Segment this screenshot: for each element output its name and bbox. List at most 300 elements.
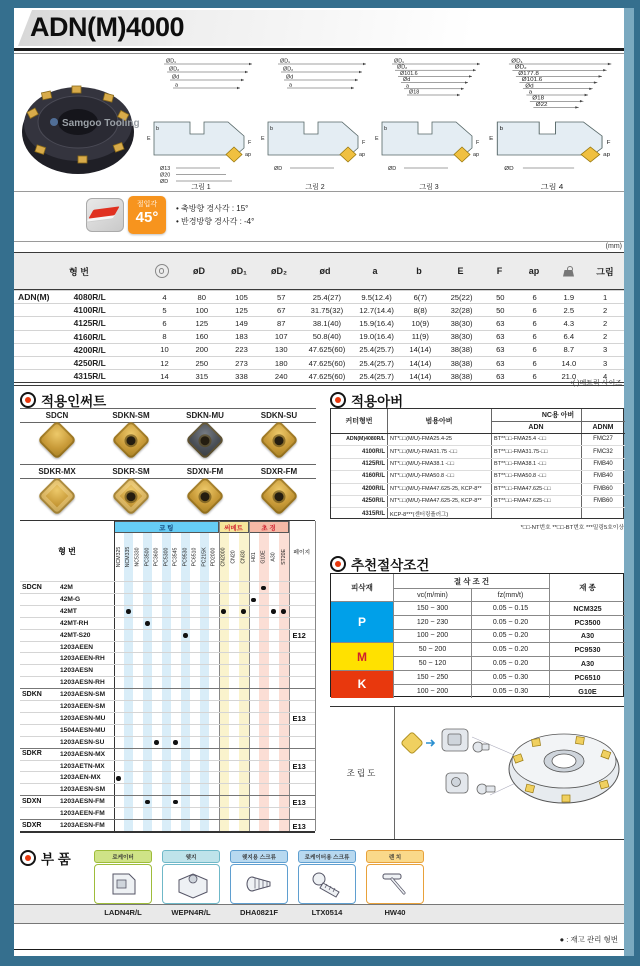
value-cell: 14(14) [409, 371, 432, 381]
part-number: DHA0821F [240, 908, 278, 917]
part-box [94, 864, 152, 904]
arbor-vline [387, 409, 388, 518]
value-cell: 14.0 [561, 358, 577, 368]
value-cell: 38.1(40) [312, 318, 342, 328]
value-cell: 6 [532, 345, 537, 355]
grade-col-header [133, 533, 143, 581]
value-cell: 10 [160, 345, 169, 355]
grid-model: 42MT [60, 607, 77, 615]
svg-text:ØD: ØD [160, 179, 169, 185]
cond-header-vc: vc(m/min) [393, 588, 471, 601]
section-title-text: 적용아버 [351, 394, 404, 409]
svg-text:ØD₂: ØD₂ [514, 65, 527, 71]
arbor-general-value: NT*□□(M/U)-FMA47.625-25, KCP-8** [390, 498, 482, 505]
wrench-icon [375, 866, 415, 902]
insert-shape-group: SDKR [22, 750, 42, 758]
sdkn-su-insert [259, 420, 299, 460]
table-row [14, 356, 624, 369]
value-cell: 2.5 [563, 305, 575, 315]
grade-value: PC9530 [549, 642, 625, 656]
part-chip: 로케이터 [94, 850, 152, 863]
value-cell: 14 [160, 371, 169, 381]
svg-text:Ø22: Ø22 [535, 102, 548, 108]
table-row [14, 343, 624, 356]
cutting-angle-badge [128, 196, 166, 234]
arbor-adn-value: BT**□□-FMA47.625-□□ [494, 498, 551, 505]
svg-text:ØD₁: ØD₁ [166, 58, 176, 65]
section-title-parts [20, 848, 71, 868]
arbor-cutter-model: 4100R/L [361, 448, 385, 455]
grade-label: G10E [260, 550, 267, 564]
svg-text:Ø20: Ø20 [160, 172, 171, 179]
availability-dot [261, 586, 266, 591]
arbor-adnm-value: FMC27 [593, 436, 613, 443]
grade-label: PC215K [201, 547, 208, 567]
svg-text:Ø18: Ø18 [532, 96, 545, 102]
svg-text:Ød: Ød [403, 77, 411, 84]
value-cell: 14(14) [409, 358, 432, 368]
locator-screw-icon [307, 866, 347, 902]
insert-photo-row-2 [20, 474, 316, 518]
divider [14, 241, 624, 242]
arbor-adnm-value: FMB60 [593, 485, 613, 492]
part-number: LTX0514 [311, 908, 343, 917]
insert-name: SDCN [45, 411, 69, 420]
col-header-model: 형 번 [69, 266, 89, 277]
grid-model: 1203AESN-MX [60, 750, 106, 758]
value-cell: 160 [195, 332, 209, 342]
insert-photo [242, 474, 316, 518]
arbor-adn-value: BT**□□-FMA31.75-□□ [494, 448, 548, 455]
table-bottom-rule2 [14, 385, 624, 386]
value-cell: 105 [235, 292, 248, 302]
value-cell: 8(8) [413, 305, 428, 315]
workpiece-letter-P: P [331, 601, 393, 642]
value-cell: 2 [602, 305, 608, 315]
grade-label: CN30 [240, 550, 247, 564]
series-cell: ADN(M) [18, 292, 50, 303]
value-cell: 25.4(25.7) [359, 358, 394, 368]
arbor-header-cutter: 커터형번 [345, 418, 373, 425]
value-cell: 50 [496, 305, 505, 315]
value-cell: 6(7) [413, 292, 428, 302]
grade-label: CN20 [230, 550, 237, 564]
fz-value: 0.05 ~ 0.30 [471, 670, 549, 684]
insert-photo [242, 418, 316, 462]
grade-col-header [269, 533, 279, 581]
grid-model: 1203AESN-SM [60, 786, 106, 794]
sdxr-fm-insert [259, 476, 299, 516]
col-header: ød [319, 266, 331, 276]
grid-model: 42MT-S20 [60, 631, 91, 639]
grade-label: NC5330 [134, 547, 141, 567]
arbor-cutter-model: 4160R/L [361, 473, 385, 480]
availability-dot [173, 740, 178, 745]
table-bottom-rule [14, 382, 624, 383]
value-cell: 38(30) [450, 332, 473, 342]
grade-col-header [239, 533, 249, 581]
grid-model-header: 형 번 [58, 546, 76, 556]
value-cell: 6 [532, 371, 537, 381]
value-cell: 6 [532, 292, 537, 302]
availability-dot [183, 633, 188, 638]
vc-value: 100 ~ 200 [393, 684, 471, 698]
stock-note: ● : 재고 관리 형번 [559, 935, 618, 944]
cond-header-workpiece: 피삭재 [351, 583, 373, 592]
product-photo [16, 58, 140, 188]
svg-text:Ø101.6: Ø101.6 [400, 70, 418, 77]
insert-pictogram-icon [86, 198, 124, 232]
cutting-conditions-table [330, 573, 624, 697]
section-title-text: 부 품 [41, 852, 71, 867]
value-cell: 338 [235, 371, 248, 381]
insert-photo [168, 418, 242, 462]
page-title: ADN(M)4000 [30, 12, 185, 42]
figure-2 [260, 56, 370, 190]
value-cell: 10(9) [411, 318, 430, 328]
value-cell: 31.75(32) [310, 305, 344, 315]
value-cell: 1 [602, 292, 608, 302]
svg-text:그림 3: 그림 3 [419, 184, 439, 190]
availability-dot [116, 776, 121, 781]
value-cell: 6 [532, 305, 537, 315]
value-cell: 240 [274, 371, 288, 381]
svg-text:E: E [261, 136, 265, 142]
grade-col-header [229, 533, 239, 581]
arbor-header-adn: ADN [528, 423, 544, 431]
value-cell: 200 [195, 345, 209, 355]
availability-dot [126, 609, 131, 614]
part-box [162, 864, 220, 904]
cutter-body-drawing [509, 734, 619, 803]
value-cell: 50.8(40) [312, 332, 342, 342]
col-header: øD₂ [271, 266, 287, 276]
weight-icon [562, 266, 575, 277]
locator-icon [103, 866, 143, 902]
divider [14, 191, 624, 192]
insert-name: SDKN-MU [186, 411, 224, 420]
value-cell: 9.5(12.4) [361, 292, 392, 302]
value-cell: 57 [277, 292, 286, 302]
insert-photo-row-1 [20, 418, 316, 462]
grid-model: 42MT-RH [60, 619, 89, 627]
grade-value: A30 [549, 656, 625, 670]
value-cell: 1.9 [563, 292, 575, 302]
wedge-screw-icon [239, 866, 279, 902]
arbor-cutter-model: ADN(M)4080R/L [346, 436, 385, 443]
grid-model: 1203AEEN-SM [60, 703, 106, 710]
metric-size-note: •( )메트릭 사이즈 [570, 380, 622, 387]
value-cell: 12 [160, 358, 169, 368]
value-cell: 3 [602, 345, 608, 355]
vc-value: 50 ~ 200 [393, 642, 471, 656]
grid-row [20, 819, 315, 832]
arbor-adnm-value: FMB40 [593, 460, 613, 467]
table-row [14, 330, 624, 343]
arbor-cutter-model: 4125R/L [361, 460, 385, 467]
svg-text:F: F [362, 140, 366, 146]
spec-header [14, 253, 624, 290]
figure-1 [146, 56, 256, 190]
value-cell: 63 [496, 332, 505, 342]
grade-col-header [124, 533, 134, 581]
grid-model: 42M [60, 584, 73, 591]
part-number: HW40 [384, 908, 406, 917]
insert-photo [20, 474, 94, 518]
value-cell: 87 [277, 318, 286, 328]
insert-count-icon [144, 264, 179, 278]
arbor-adnm-value: FMB40 [593, 473, 613, 480]
insert-photo [20, 418, 94, 462]
insert-shape-group: SDXN [22, 797, 42, 805]
grid-model: 1203AESN-SU [60, 738, 105, 746]
value-cell: 2 [602, 332, 608, 342]
part-number: WEPN4R/L [171, 908, 211, 917]
model-cell: 4160R/L [73, 331, 106, 342]
arbor-adn-value: BT**□□-FMA25.4 -□□ [494, 436, 547, 443]
spec-table [14, 252, 624, 386]
grade-label: PC3545 [172, 547, 179, 567]
grade-value: PC3500 [549, 615, 625, 629]
table-row [14, 316, 624, 329]
grade-col-header [190, 533, 200, 581]
grade-label: PC5300 [163, 547, 170, 567]
section-bullet-icon [20, 392, 36, 408]
value-cell: 32(28) [450, 305, 473, 315]
col-header: øD₁ [231, 266, 247, 276]
sdkr-sm-insert [111, 476, 151, 516]
value-cell: 125 [235, 305, 248, 315]
page-ref: E13 [292, 714, 306, 724]
svg-text:E: E [147, 136, 151, 142]
model-cell: 4250R/L [73, 358, 106, 369]
cond-header-grade: 재 종 [549, 574, 625, 601]
arrow-icon [426, 740, 434, 746]
grade-value: G10E [549, 684, 625, 698]
grade-col-header [152, 533, 162, 581]
svg-text:ap: ap [473, 152, 479, 158]
grade-label: PD2000 [210, 547, 217, 567]
insert-count-icon [155, 264, 169, 278]
model-cell: 4315R/L [73, 371, 106, 382]
svg-text:ap: ap [603, 152, 611, 158]
grade-label: PC9530 [182, 547, 189, 567]
value-cell: 6 [162, 318, 167, 328]
svg-text:ØD₂: ØD₂ [397, 64, 408, 71]
sdcn-insert [37, 420, 77, 460]
svg-text:b: b [156, 126, 159, 132]
grid-model: 1203AESN-SM [60, 691, 106, 699]
insert-name: SDXR-FM [260, 467, 298, 476]
svg-text:b: b [384, 126, 387, 132]
arbor-general-value: KCP-8***(센터링플러그) [390, 511, 449, 518]
grid-model: 1203AEEN-RH [60, 655, 105, 663]
grade-label: PC3500 [144, 547, 151, 567]
fz-value: 0.05 ~ 0.20 [471, 642, 549, 656]
axial-rake-note: • 축방향 경사각 : 15° [176, 204, 249, 213]
grid-model: 1203AEEN-FM [60, 810, 105, 818]
insert-name: SDKN-SU [260, 411, 298, 420]
angle-notes [176, 202, 254, 228]
value-cell: 47.625(60) [308, 371, 346, 381]
bottom-rule [14, 949, 624, 950]
radial-rake-note: • 반경방향 경사각 : -4° [176, 217, 255, 226]
value-cell: 25.4(25.7) [359, 345, 394, 355]
availability-dot [281, 609, 286, 614]
insert-name: SDKN-SM [112, 411, 150, 420]
value-cell: 11(9) [411, 332, 429, 342]
svg-text:ØD: ØD [388, 166, 397, 172]
table-row [14, 303, 624, 316]
svg-text:그림 1: 그림 1 [191, 184, 211, 190]
grade-group-band: 써메트 [219, 521, 249, 533]
value-cell: 63 [496, 318, 505, 328]
cutting-angle-label: 절입각 [136, 201, 158, 208]
part-chip: 웻지용 스크류 [230, 850, 288, 863]
part-chip: 웻지 [162, 850, 220, 863]
svg-text:F: F [248, 140, 252, 146]
value-cell: 63 [496, 358, 505, 368]
availability-dot [173, 800, 178, 805]
grid-model: 1203AETN-MX [60, 762, 105, 770]
value-cell: 38(38) [450, 371, 473, 381]
section-title-inserts [20, 390, 106, 410]
grade-label: NCM325 [115, 546, 122, 568]
vc-value: 120 ~ 230 [393, 615, 471, 629]
grade-value: NCM325 [549, 601, 625, 615]
value-cell: 130 [274, 345, 288, 355]
arbor-cutter-model: 4250R/L [361, 498, 385, 505]
sdxn-fm-insert [185, 476, 225, 516]
value-cell: 315 [195, 371, 209, 381]
insert-photo [94, 474, 168, 518]
arbor-general-value: NT*□□(M/U)-FMA38.1 -□□ [390, 460, 455, 467]
fz-value: 0.05 ~ 0.20 [471, 656, 549, 670]
value-cell: 8.7 [563, 345, 575, 355]
value-cell: 47.625(60) [308, 358, 346, 368]
page-ref: E13 [292, 797, 306, 807]
grade-value: A30 [549, 629, 625, 643]
grade-col-header [162, 533, 172, 581]
grade-label: CN2000 [220, 547, 227, 567]
cond-header-cond: 절 삭 조 건 [393, 574, 549, 588]
assembly-diagram [330, 706, 624, 840]
value-cell: 38(38) [450, 345, 473, 355]
value-cell: 63 [496, 371, 505, 381]
value-cell: 223 [235, 345, 248, 355]
value-cell: 2 [602, 318, 608, 328]
assembly-label: 조립도 [330, 707, 395, 839]
model-cell: 4125R/L [73, 318, 106, 329]
grade-col-header [259, 533, 269, 581]
value-cell: 25.4(27) [312, 292, 342, 302]
availability-dot [241, 609, 246, 614]
col-header: øD [193, 266, 205, 276]
svg-text:E: E [489, 136, 494, 142]
value-cell: 4.3 [563, 318, 575, 328]
grade-availability-table [20, 520, 315, 833]
value-cell: 38(38) [450, 358, 473, 368]
availability-dot [145, 800, 150, 805]
weight-icon [551, 266, 586, 277]
grade-value: PC6510 [549, 670, 625, 684]
arbor-adn-value: BT**□□-FMA38.1 -□□ [494, 460, 547, 467]
value-cell: 149 [235, 318, 248, 328]
grade-col-header [200, 533, 210, 581]
value-cell: 4 [602, 371, 608, 381]
svg-text:ØD₂: ØD₂ [283, 66, 294, 73]
arbor-adn-value: BT**□□-FMA50.8 -□□ [494, 473, 547, 480]
arbor-header-nc: NC용 아버 [541, 412, 575, 419]
insert-shape [401, 732, 424, 755]
cutting-angle-value: 45° [135, 209, 159, 226]
arbor-cutter-model: 4200R/L [361, 485, 385, 492]
fz-value: 0.05 ~ 0.20 [471, 629, 549, 643]
page-ref: E12 [292, 631, 306, 641]
title-rule-thin [14, 53, 624, 54]
availability-dot [154, 740, 159, 745]
section-title-text: 적용인써트 [41, 394, 107, 409]
vc-value: 150 ~ 250 [393, 670, 471, 684]
value-cell: 107 [274, 332, 288, 342]
figure-4 [488, 56, 616, 190]
value-cell: 100 [195, 305, 209, 315]
grade-label: ST20E [280, 549, 287, 565]
arbor-general-value: NT*□□(M/U)-FMA25.4-25 [390, 436, 452, 443]
value-cell: 63 [496, 345, 505, 355]
value-cell: 4 [162, 292, 167, 302]
svg-text:a: a [406, 83, 409, 90]
sdkr-mx-insert [37, 476, 77, 516]
svg-text:ØD: ØD [504, 166, 514, 172]
svg-text:b: b [499, 126, 504, 132]
model-cell: 4100R/L [73, 305, 106, 316]
value-cell: 47.625(60) [308, 345, 346, 355]
grade-col-header [143, 533, 153, 581]
grid-model: 1203AESN-FM [60, 798, 105, 806]
value-cell: 19.0(16.4) [359, 332, 394, 342]
grade-col-header [219, 533, 229, 581]
svg-text:그림 2: 그림 2 [305, 184, 325, 190]
grade-col-header [181, 533, 191, 581]
figure-3 [374, 56, 484, 190]
section-bullet-icon [330, 392, 346, 408]
arbor-adnm-value: FMB60 [593, 498, 613, 505]
part-box [230, 864, 288, 904]
model-cell: 4200R/L [73, 344, 106, 355]
arbor-adn-value [494, 507, 580, 519]
arbor-general-value: NT*□□(M/U)-FMA31.75 -□□ [390, 448, 458, 455]
unit-note: (mm) [605, 243, 622, 250]
value-cell: 50 [496, 292, 505, 302]
grid-model: 1504AESN-MU [60, 726, 106, 734]
part-box [366, 864, 424, 904]
cond-header-fz: fz(mm/t) [471, 588, 549, 601]
svg-text:Ød: Ød [525, 83, 534, 90]
workpiece-letter-M: M [331, 642, 393, 670]
part-chip: 렌 치 [366, 850, 424, 863]
section-title-arbors [330, 390, 403, 410]
value-cell: 25(22) [450, 292, 473, 302]
vc-value: 150 ~ 300 [393, 601, 471, 615]
svg-text:ØD₁: ØD₁ [280, 58, 290, 65]
part-box [298, 864, 356, 904]
grade-col-header [279, 533, 289, 581]
svg-text:b: b [270, 126, 273, 132]
grade-label: H01 [250, 552, 257, 562]
value-cell: 125 [195, 318, 209, 328]
sdkn-mu-insert [185, 420, 225, 460]
